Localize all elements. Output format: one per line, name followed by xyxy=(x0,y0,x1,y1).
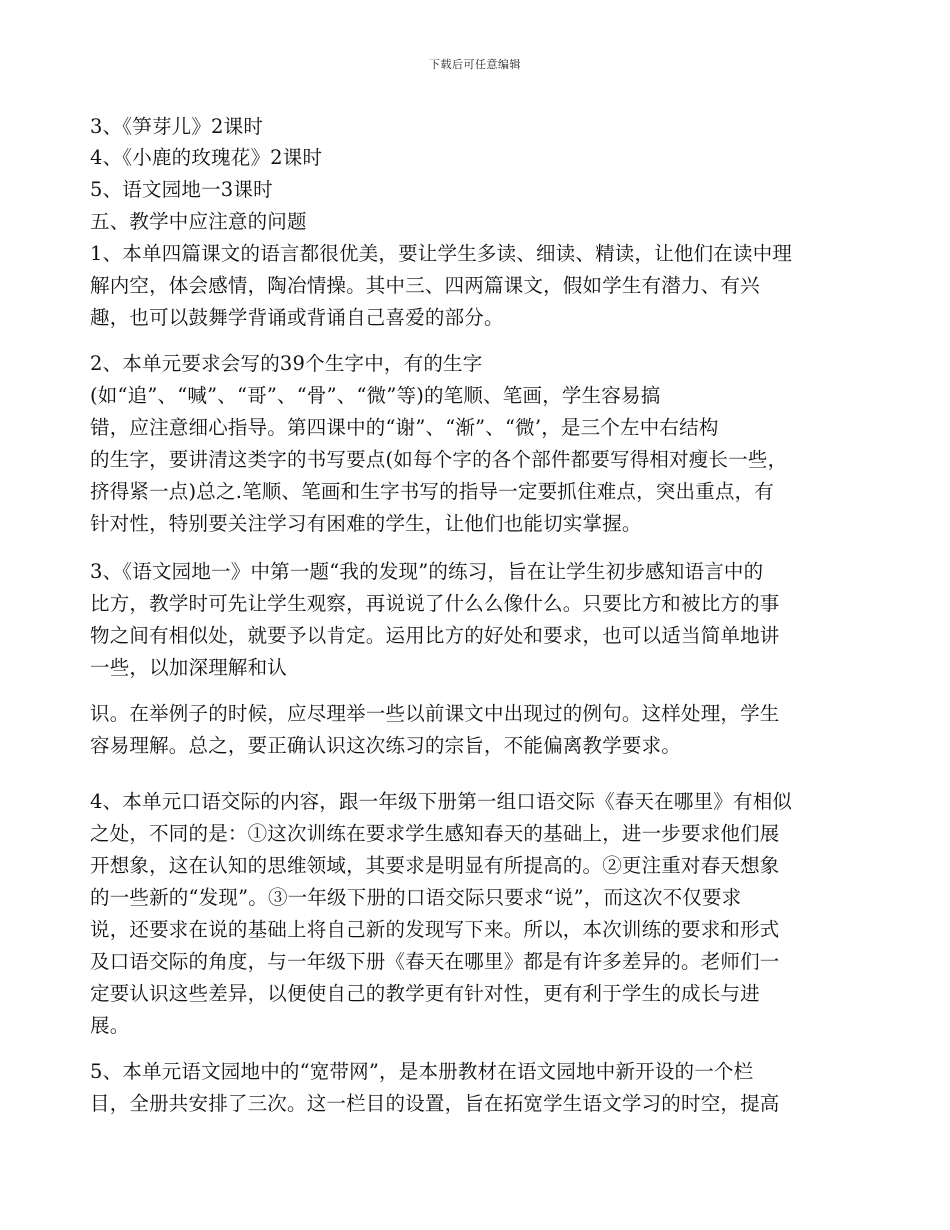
text-line: 识。在举例子的时候，应尽理举一些以前课文中出现过的例句。这样处理，学生 xyxy=(90,702,780,725)
text-line: 物之间有相似处，就要予以肯定。运用比方的好处和要求，也可以适当简单地讲 xyxy=(90,624,780,647)
text-line: 错，应注意细心指导。第四课中的“谢”、“渐”、“微’，是三个左中右结构 xyxy=(90,416,719,439)
text-line: 3、《笋芽儿》2课时 xyxy=(90,115,264,138)
text-line: 一些，以加深理解和认 xyxy=(90,656,288,679)
text-line: 挤得紧一点)总之.笔顺、笔画和生字书写的指导一定要抓住难点，突出重点，有 xyxy=(90,480,775,503)
text-line: 展。 xyxy=(90,1014,130,1037)
text-line: 容易理解。总之，要正确认识这次练习的宗旨，不能偏离教学要求。 xyxy=(90,734,682,757)
text-line: 5、语文园地一3课时 xyxy=(90,178,273,201)
text-line: 解内空，体会感情，陶冶情操。其中三、四两篇课文，假如学生有潜力、有兴 xyxy=(90,274,760,297)
text-line: 3、《语文园地一》中第一题“我的发现”的练习，旨在让学生初步感知语言中的 xyxy=(90,560,764,583)
text-line: 之处，不同的是：①这次训练在要求学生感知春天的基础上，进一步要求他们展 xyxy=(90,822,780,845)
text-line: 说，还要求在说的基础上将自己新的发现写下来。所以，本次训练的要求和形式 xyxy=(90,918,780,941)
page-header: 下载后可任意编辑 xyxy=(429,58,521,71)
text-line: 的生字，要讲清这类字的书写要点(如每个字的各个部件都要写得相对瘦长一些， xyxy=(90,448,788,471)
text-line: 1、本单四篇课文的语言都很优美，要让学生多读、细读、精读，让他们在读中理 xyxy=(90,242,793,265)
text-line: 5、本单元语文园地中的“宽带网”，是本册教材在语文园地中新开设的一个栏 xyxy=(90,1060,754,1083)
text-line: (如“追”、“喊”、“哥”、“骨”、“微”等)的笔顺、笔画，学生容易搞 xyxy=(90,384,661,407)
text-line: 及口语交际的角度，与一年级下册《春天在哪里》都是有许多差异的。老师们一 xyxy=(90,950,780,973)
text-line: 4、《小鹿的玫瑰花》2课时 xyxy=(90,146,323,169)
text-line: 趣，也可以鼓舞学背诵或背诵自己喜爱的部分。 xyxy=(90,306,504,329)
text-line: 比方，教学时可先让学生观察，再说说了什么么像什么。只要比方和被比方的事 xyxy=(90,592,780,615)
text-line: 的一些新的“发现”。③一年级下册的口语交际只要求“说”，而这次不仅要求 xyxy=(90,886,742,909)
text-line: 目，全册共安排了三次。这一栏目的设置，旨在拓宽学生语文学习的时空，提高 xyxy=(90,1092,780,1115)
text-line: 2、本单元要求会写的39个生字中，有的生字 xyxy=(90,352,483,375)
text-line: 定要认识这些差异，以便使自己的教学更有针对性，更有利于学生的成长与进 xyxy=(90,982,760,1005)
text-line: 五、教学中应注意的问题 xyxy=(90,210,307,233)
text-line: 4、本单元口语交际的内容，跟一年级下册第一组口语交际《春天在哪里》有相似 xyxy=(90,790,793,813)
text-line: 针对性，特别要关注学习有困难的学生，让他们也能切实掌握。 xyxy=(90,512,642,535)
text-line: 开想象，这在认知的思维领域，其要求是明显有所提高的。②更注重对春天想象 xyxy=(90,854,780,877)
